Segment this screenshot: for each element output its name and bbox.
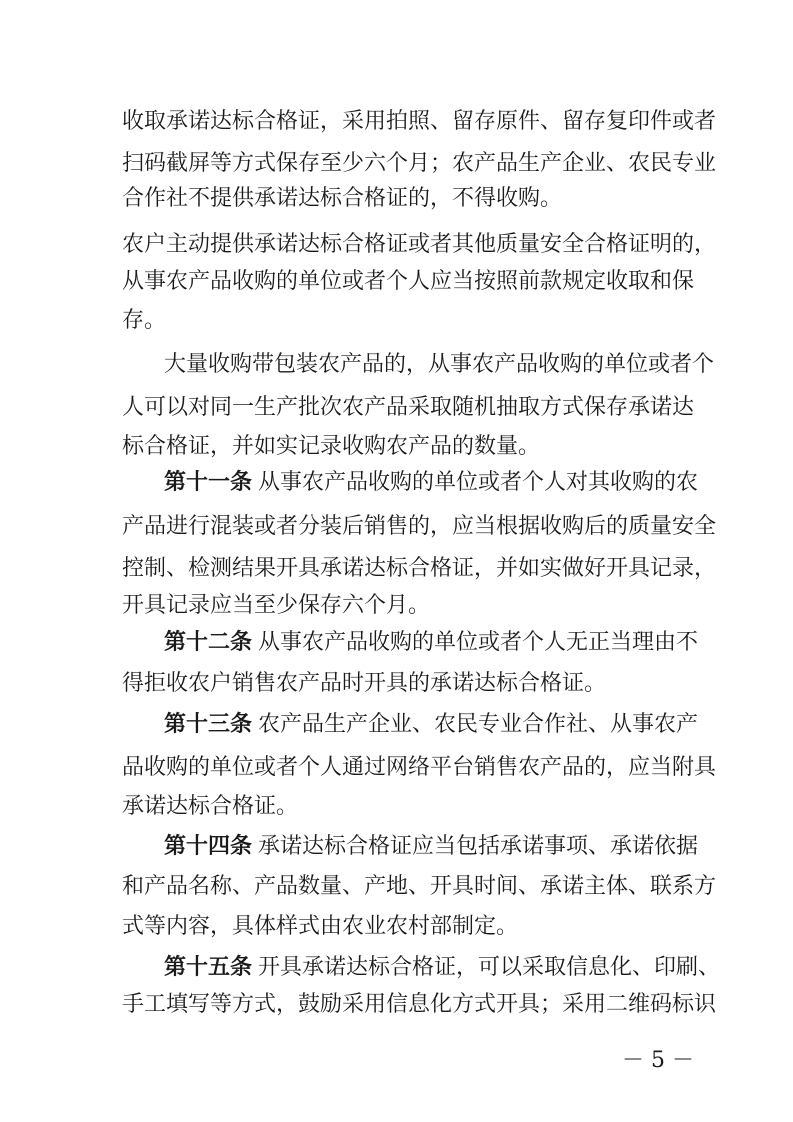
article-13-heading: 第十三条: [164, 712, 253, 737]
text-line: 手工填写等方式，鼓励采用信息化方式开具；采用二维码标识: [122, 992, 717, 1017]
article-13-line: [164, 705, 699, 745]
text-line: 承诺达标合格证。: [122, 794, 299, 819]
article-14-line: [164, 827, 699, 867]
text-segment: 从事农产品收购的单位或者个人无正当理由不: [258, 630, 699, 655]
article-11-line: [164, 463, 699, 503]
text-line: 大量收购带包装农产品的，从事农产品收购的单位或者个: [164, 352, 715, 377]
text-segment: 农产品生产企业、农民专业合作社、从事农产: [258, 712, 699, 737]
text-line: 从事农产品收购的单位或者个人应当按照前款规定收取和保: [122, 269, 695, 294]
text-line: 控制、检测结果开具承诺达标合格证，并如实做好开具记录，: [122, 556, 717, 581]
text-line: 收取承诺达标合格证，采用拍照、留存原件、留存复印件或者: [122, 109, 717, 134]
text-segment: 承诺达标合格证应当包括承诺事项、承诺依据: [258, 834, 699, 859]
text-line: 扫码截屏等方式保存至少六个月；农产品生产企业、农民专业: [122, 151, 717, 176]
text-line: 开具记录应当至少保存六个月。: [122, 593, 431, 618]
article-14-heading: 第十四条: [164, 834, 253, 859]
text-line: 产品进行混装或者分装后销售的，应当根据收购后的质量安全: [122, 514, 717, 539]
text-line: 合作社不提供承诺达标合格证的，不得收购。: [122, 186, 563, 211]
page-number: － 5 －: [622, 1048, 694, 1073]
text-line: 品收购的单位或者个人通过网络平台销售农产品的，应当附具: [122, 755, 717, 780]
text-segment: 开具承诺达标合格证，可以采取信息化、印刷、: [258, 955, 721, 980]
article-12-heading: 第十二条: [164, 630, 253, 655]
text-line: 式等内容，具体样式由农业农村部制定。: [122, 914, 519, 939]
article-15-heading: 第十五条: [164, 955, 253, 980]
text-line: 得拒收农户销售农产品时开具的承诺达标合格证。: [122, 671, 607, 696]
text-line: 农户主动提供承诺达标合格证或者其他质量安全合格证明的，: [122, 232, 717, 257]
text-segment: 从事农产品收购的单位或者个人对其收购的农: [258, 470, 699, 495]
text-line: 存。: [122, 308, 167, 333]
article-11-heading: 第十一条: [164, 470, 253, 495]
text-line: 人可以对同一生产批次农产品采取随机抽取方式保存承诺达: [122, 395, 695, 420]
article-12-line: [164, 623, 699, 663]
text-line: 和产品名称、产品数量、产地、开具时间、承诺主体、联系方: [122, 874, 717, 899]
text-line: 标合格证，并如实记录收购农产品的数量。: [122, 434, 541, 459]
article-15-line: [164, 948, 721, 988]
